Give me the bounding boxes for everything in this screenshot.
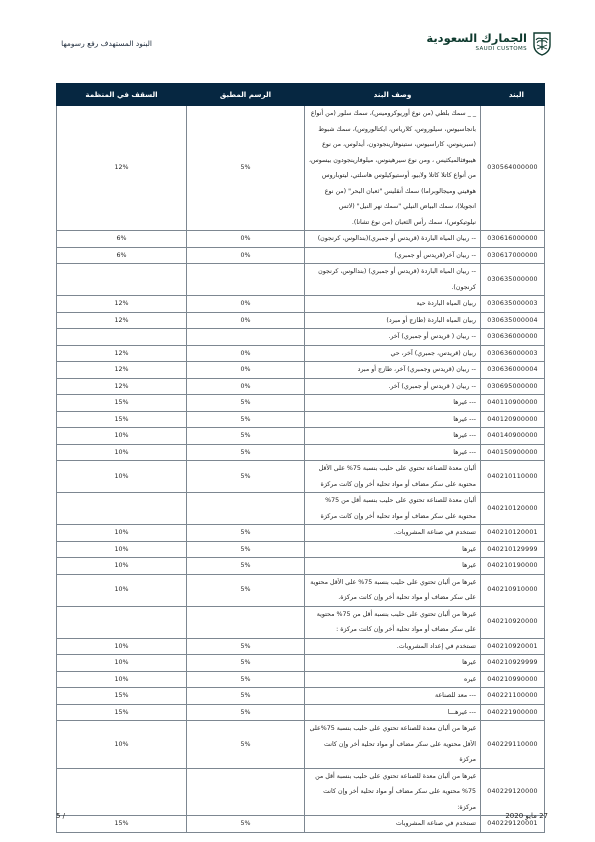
applied-fee-cell: 0%	[187, 378, 305, 395]
item-description-cell: ألبان معدة للصناعة تحتوي على حليب بنسبة أقل من 75% محتوية على سكر مضاف أو مواد تحلية أخر وإن كانت مركزة	[305, 493, 481, 525]
item-code-cell: 030635000004	[481, 312, 545, 329]
item-code-cell: 040221900000	[481, 704, 545, 721]
applied-fee-cell: 5%	[187, 671, 305, 688]
table-row	[57, 106, 545, 231]
column-header-fee: الرسم المطبق	[187, 84, 305, 106]
table-row	[57, 378, 545, 395]
item-code-cell: 030564000000	[481, 106, 545, 231]
item-code-cell: 030695000000	[481, 378, 545, 395]
item-description-cell: _ _ سمك بلطي (من نوع أوريوكروميس)، سمك سلور (من أنواع بانجاسيوس، سيلوروس، كلارياس، ايكتالوروس)، سمك شبوط (سبرينوس، كاراسيوس، ستينوفارينجودون، أيدلوس، من نوع هيبوفثالميكثيس ، ومن نوع سيرهينوس، ميلوفارينجودون بيسوس، من أنواع كاتلا كاتلا ولابيو، أوستيوكيلوس هاسلتي، ليتوباروس هوفيني وميجالوبراما) سمك أنقليس "ثعبان البحر" (من نوع انجويلا)، سمك البياض النيلي "سمك نهر النيل" (لاتس نيلوتيكوس)، سمك رأس الثعبان (من نوع تشانا).	[305, 106, 481, 231]
tariff-table	[56, 83, 545, 833]
item-code-cell: 030636000000	[481, 329, 545, 346]
bound-ceiling-cell	[57, 329, 187, 346]
applied-fee-cell: 0%	[187, 296, 305, 313]
applied-fee-cell: 5%	[187, 574, 305, 606]
bound-ceiling-cell: 12%	[57, 312, 187, 329]
item-description-cell: تستخدم في إعداد المشروبات.	[305, 638, 481, 655]
column-header-code: البند	[481, 84, 545, 106]
applied-fee-cell: 5%	[187, 655, 305, 672]
item-description-cell: --- غيرهـــا	[305, 704, 481, 721]
item-description-cell: تستخدم في صناعة المشروبات.	[305, 525, 481, 542]
applied-fee-cell: 0%	[187, 345, 305, 362]
applied-fee-cell: 5%	[187, 638, 305, 655]
item-description-cell: ألبان معدة للصناعة تحتوي على حليب بنسبة 75% على الأقل محتوية على سكر مضاف أو مواد تحلية أخر وإن كانت مركزة	[305, 461, 481, 493]
table-row	[57, 312, 545, 329]
applied-fee-cell: 0%	[187, 362, 305, 379]
bound-ceiling-cell: 12%	[57, 378, 187, 395]
item-description-cell: --- غيرها	[305, 428, 481, 445]
applied-fee-cell: 5%	[187, 541, 305, 558]
applied-fee-cell	[187, 329, 305, 346]
table-row	[57, 411, 545, 428]
item-description-cell: --- غيرها	[305, 395, 481, 412]
bound-ceiling-cell: 10%	[57, 444, 187, 461]
page-number: 5 /	[56, 812, 66, 820]
table-row	[57, 606, 545, 638]
page-header	[0, 0, 595, 62]
table-row	[57, 362, 545, 379]
item-description-cell: -- ربيان المياه الباردة (قريدس أو جمبري)(بندالوس، كرنجون)	[305, 231, 481, 248]
item-description-cell: تستخدم في صناعة المشروبات	[305, 816, 481, 833]
bound-ceiling-cell	[57, 768, 187, 816]
item-code-cell: 040210120001	[481, 525, 545, 542]
item-code-cell: 040221100000	[481, 688, 545, 705]
item-code-cell: 040210929999	[481, 655, 545, 672]
table-row	[57, 345, 545, 362]
table-row	[57, 231, 545, 248]
item-code-cell: 040210129999	[481, 541, 545, 558]
table-row	[57, 768, 545, 816]
bound-ceiling-cell: 10%	[57, 721, 187, 769]
column-header-description: وصف البند	[305, 84, 481, 106]
applied-fee-cell: 5%	[187, 816, 305, 833]
item-description-cell: غيرها من ألبان تحتوي على حليب بنسبة أقل من 75% محتوية على سكر مضاف أو مواد تحلية أخر وإن كانت مركزة :	[305, 606, 481, 638]
table-row	[57, 329, 545, 346]
applied-fee-cell: 0%	[187, 312, 305, 329]
bound-ceiling-cell: 10%	[57, 671, 187, 688]
table-row	[57, 558, 545, 575]
table-row	[57, 444, 545, 461]
bound-ceiling-cell: 12%	[57, 106, 187, 231]
applied-fee-cell	[187, 493, 305, 525]
applied-fee-cell: 5%	[187, 704, 305, 721]
item-description-cell: -- ربيان آخر(قريدس أو جمبري)	[305, 247, 481, 264]
bound-ceiling-cell: 12%	[57, 362, 187, 379]
applied-fee-cell	[187, 606, 305, 638]
table-row	[57, 247, 545, 264]
table-row	[57, 493, 545, 525]
table-body	[57, 106, 545, 833]
bound-ceiling-cell: 15%	[57, 816, 187, 833]
table-row	[57, 264, 545, 296]
item-code-cell: 040210910000	[481, 574, 545, 606]
applied-fee-cell: 5%	[187, 461, 305, 493]
item-description-cell: --- غيرها	[305, 444, 481, 461]
table-row	[57, 704, 545, 721]
applied-fee-cell: 5%	[187, 411, 305, 428]
applied-fee-cell: 5%	[187, 395, 305, 412]
item-code-cell: 030636000003	[481, 345, 545, 362]
table-header-row	[57, 84, 545, 106]
bound-ceiling-cell	[57, 264, 187, 296]
item-description-cell: -- ربيان (قريدس وجمبري) آخر، طازج أو مبرد	[305, 362, 481, 379]
item-code-cell: 040210920001	[481, 638, 545, 655]
item-code-cell: 040210990000	[481, 671, 545, 688]
item-description-cell: -- ربيان ( قريدس أو جمبري) آخر.	[305, 378, 481, 395]
table-row	[57, 721, 545, 769]
applied-fee-cell	[187, 264, 305, 296]
palm-emblem-icon	[531, 30, 553, 56]
tariff-table-container	[56, 83, 544, 833]
bound-ceiling-cell	[57, 606, 187, 638]
item-code-cell: 040229120001	[481, 816, 545, 833]
item-code-cell: 040140900000	[481, 428, 545, 445]
applied-fee-cell: 5%	[187, 428, 305, 445]
bound-ceiling-cell: 15%	[57, 395, 187, 412]
item-code-cell: 030635000003	[481, 296, 545, 313]
item-code-cell: 030617000000	[481, 247, 545, 264]
table-row	[57, 296, 545, 313]
applied-fee-cell: 5%	[187, 525, 305, 542]
item-description-cell: غيرها	[305, 655, 481, 672]
item-code-cell: 040210110000	[481, 461, 545, 493]
saudi-customs-logo	[423, 30, 553, 56]
bound-ceiling-cell: 10%	[57, 638, 187, 655]
table-row	[57, 461, 545, 493]
bound-ceiling-cell: 15%	[57, 704, 187, 721]
applied-fee-cell	[187, 768, 305, 816]
bound-ceiling-cell: 6%	[57, 231, 187, 248]
item-description-cell: ربيان المياه الباردة (طازج أو مبرد)	[305, 312, 481, 329]
applied-fee-cell: 0%	[187, 247, 305, 264]
table-row	[57, 574, 545, 606]
item-code-cell: 030635000000	[481, 264, 545, 296]
table-row	[57, 428, 545, 445]
table-row	[57, 525, 545, 542]
bound-ceiling-cell: 10%	[57, 461, 187, 493]
table-row	[57, 688, 545, 705]
item-code-cell: 030616000000	[481, 231, 545, 248]
item-description-cell: غيرها من ألبان تحتوي على حليب بنسبة 75% على الأقل محتوية على سكر مضاف أو مواد تحلية أخر وإن كانت مركزة.	[305, 574, 481, 606]
applied-fee-cell: 5%	[187, 721, 305, 769]
applied-fee-cell: 5%	[187, 688, 305, 705]
logo-arabic-text: الجمارك السعودية	[426, 31, 527, 45]
table-row	[57, 638, 545, 655]
bound-ceiling-cell: 10%	[57, 558, 187, 575]
item-code-cell: 040210120000	[481, 493, 545, 525]
item-description-cell: ربيان المياه الباردة حية	[305, 296, 481, 313]
bound-ceiling-cell: 10%	[57, 428, 187, 445]
page-heading: البنود المستهدف رفع رسومها	[61, 39, 152, 48]
item-code-cell: 030636000004	[481, 362, 545, 379]
table-row	[57, 816, 545, 833]
item-description-cell: ربيان (قريدس، جمبري) آخر، حي	[305, 345, 481, 362]
bound-ceiling-cell: 6%	[57, 247, 187, 264]
bound-ceiling-cell: 12%	[57, 345, 187, 362]
table-row	[57, 541, 545, 558]
applied-fee-cell: 5%	[187, 106, 305, 231]
bound-ceiling-cell: 15%	[57, 411, 187, 428]
bound-ceiling-cell: 10%	[57, 541, 187, 558]
item-description-cell: -- ربيان ( قريدس أو جمبري) آخر.	[305, 329, 481, 346]
column-header-cap: السقف في المنظمة	[57, 84, 187, 106]
item-code-cell: 040110900000	[481, 395, 545, 412]
applied-fee-cell: 0%	[187, 231, 305, 248]
item-description-cell: غيرها من ألبان معدة للصناعة تحتوي على حليب بنسبة 75%على الأقل محتوية على سكر مضاف أو مواد تحلية أخر وإن كانت مركزة	[305, 721, 481, 769]
item-code-cell: 040229120000	[481, 768, 545, 816]
bound-ceiling-cell: 10%	[57, 655, 187, 672]
item-code-cell: 040150900000	[481, 444, 545, 461]
item-description-cell: غيرها من ألبان معدة للصناعة تحتوي على حليب بنسبة أقل من 75% محتوية على سكر مضاف أو مواد تحلية أخر وإن كانت مركزة:	[305, 768, 481, 816]
item-code-cell: 040229110000	[481, 721, 545, 769]
item-code-cell: 040120900000	[481, 411, 545, 428]
bound-ceiling-cell: 12%	[57, 296, 187, 313]
item-description-cell: غيره	[305, 671, 481, 688]
bound-ceiling-cell: 10%	[57, 574, 187, 606]
applied-fee-cell: 5%	[187, 558, 305, 575]
applied-fee-cell: 5%	[187, 444, 305, 461]
bound-ceiling-cell: 10%	[57, 525, 187, 542]
item-description-cell: غيرها	[305, 541, 481, 558]
logo-english-text: SAUDI CUSTOMS	[475, 46, 527, 52]
bound-ceiling-cell	[57, 493, 187, 525]
table-row	[57, 395, 545, 412]
item-code-cell: 040210920000	[481, 606, 545, 638]
table-row	[57, 671, 545, 688]
footer-date: 27 مايو 2020	[505, 812, 548, 820]
item-description-cell: --- معد للصناعة	[305, 688, 481, 705]
item-description-cell: غيرها	[305, 558, 481, 575]
bound-ceiling-cell: 15%	[57, 688, 187, 705]
table-row	[57, 655, 545, 672]
item-description-cell: -- ربيان المياه الباردة (قريدس أو جمبري) (بندالوس، كرنجون كرنجون).	[305, 264, 481, 296]
item-description-cell: --- غيرها	[305, 411, 481, 428]
item-code-cell: 040210190000	[481, 558, 545, 575]
